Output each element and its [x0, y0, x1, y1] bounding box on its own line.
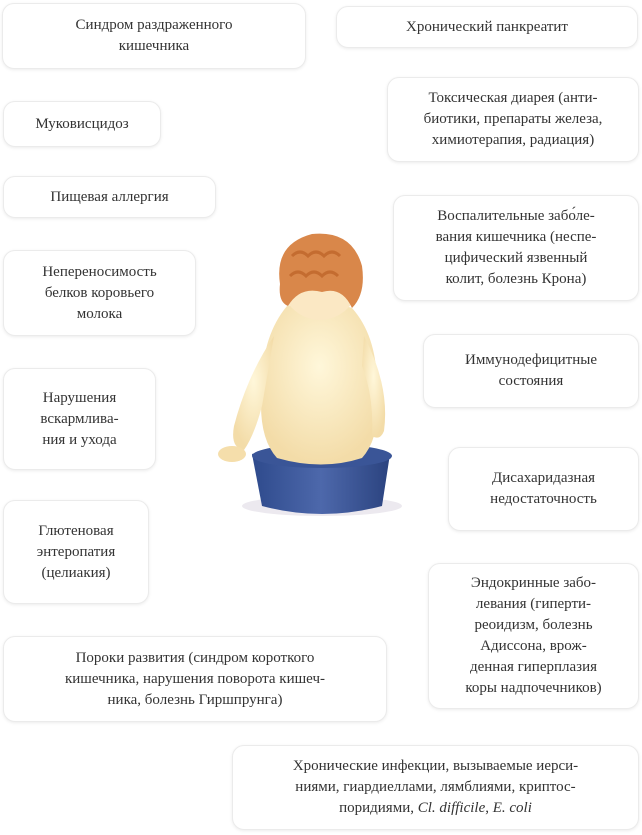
label-ibd: Воспалительные забо́ле- вания кишечника (неспе- цифический язвенный колит, болезнь Крона) [435, 208, 597, 287]
body [261, 301, 378, 464]
label-milk-protein: Непереносимость белков коровьего молока [42, 263, 157, 322]
infections-text: Хронические инфекции, вызываемые иерси- ниями, гиардиеллами, лямблиями, криптос- поридиями, [292, 758, 579, 816]
label-immunodeficiency: Иммунодефицитные состояния [464, 352, 597, 389]
box-disaccharidase [448, 447, 639, 531]
e-coli-text: E. coli [492, 800, 532, 816]
box-immunodeficiency [423, 334, 639, 408]
box-cystic-fibrosis [3, 101, 161, 147]
box-infections [232, 745, 639, 830]
box-pancreatitis [336, 6, 638, 48]
cl-difficile-text: Cl. difficile [417, 800, 486, 816]
label-pancreatitis: Хронический панкреатит [406, 18, 568, 35]
box-ibs [2, 3, 306, 69]
label-infections [293, 756, 578, 819]
label-malformations: Пороки развития (синдром короткого кишечника, нарушения поворота кишеч- ника, болезнь Гиршпрунга) [64, 649, 325, 708]
label-ibs: Синдром раздраженного кишечника [75, 17, 233, 54]
label-food-allergy: Пищевая аллергия [50, 188, 169, 205]
box-celiac [3, 500, 149, 604]
label-endocrine: Эндокринные забо- левания (гиперти- реоидизм, болезнь Адиссона, врож- денная гиперплазия коры надпочечников) [465, 575, 602, 696]
label-toxic-diarrhea: Токсическая диарея (анти- биотики, препараты железа, химиотерапия, радиация) [423, 90, 603, 148]
box-milk-protein [3, 250, 196, 336]
box-malformations [3, 636, 387, 722]
label-celiac: Глютеновая энтеропатия (целиакия) [36, 522, 116, 581]
label-disaccharidase: Дисахаридазная недостаточность [490, 470, 597, 507]
infections-separator: , [485, 800, 493, 816]
box-toxic-diarrhea [387, 77, 639, 162]
hand [218, 446, 246, 462]
child-on-potty-illustration [212, 226, 402, 526]
label-feeding: Нарушения вскармлива- ния и ухода [40, 389, 119, 448]
box-endocrine [428, 563, 639, 709]
box-feeding [3, 368, 156, 470]
box-food-allergy [3, 176, 216, 218]
box-ibd [393, 195, 639, 301]
label-cystic-fibrosis: Муковисцидоз [35, 115, 129, 132]
